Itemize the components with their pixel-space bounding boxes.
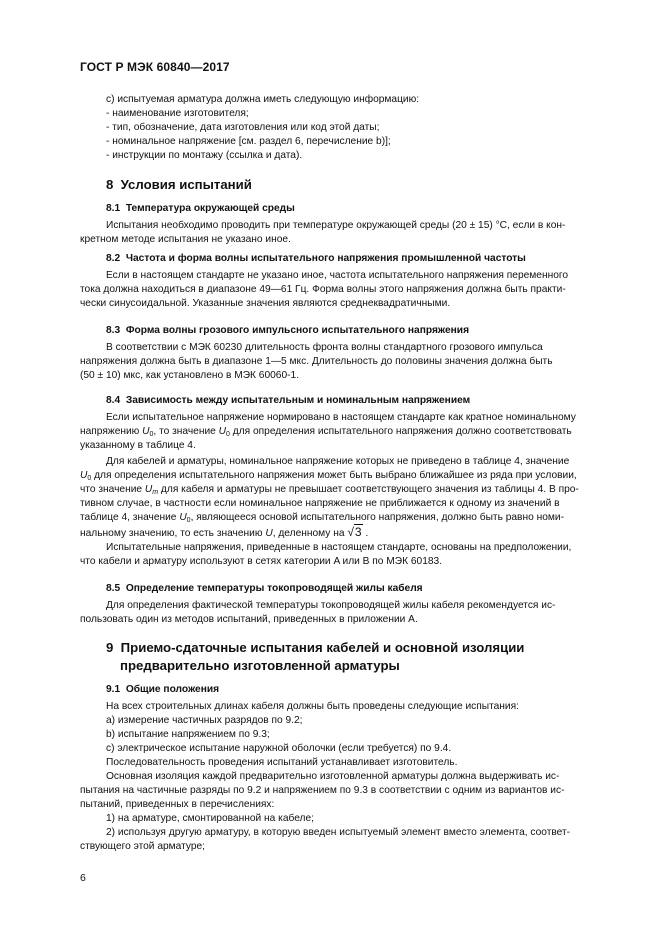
document-header: ГОСТ Р МЭК 60840—2017 (80, 60, 230, 74)
subsection-title: Общие положения (125, 684, 220, 695)
text-line: тока должна находиться в диапазоне 49—61 Гц. Форма волны этого напряжения должна быть практи- (80, 284, 566, 295)
subsection-number: 8.2 (106, 253, 121, 264)
text-line: Последовательность проведения испытаний устанавливает изготовитель. (106, 757, 458, 768)
text-line: указанному в таблице 4. (80, 440, 196, 451)
sqrt-symbol: √3 (347, 525, 362, 539)
section-9-heading-cont: предварительно изготовленной арматуры (120, 658, 400, 673)
list-item: a) измерение частичных разрядов по 9.2; (106, 715, 303, 726)
subsection-title: Форма волны грозового импульсного испытательного напряжения (125, 325, 470, 336)
text-line: ствующего этой арматуре; (80, 841, 206, 852)
subsection-number: 8.1 (106, 203, 121, 214)
text-line: Для кабелей и арматуры, номинальное напряжение которых не приведено в таблице 4, значение (106, 456, 570, 467)
text-line: Основная изоляция каждой предварительно изготовленной арматуры должна выдерживать ис- (106, 771, 560, 782)
text-line: что значение $U_m$ для кабеля и арматуры не превышает соответствующего значения из таблицы 4. В про- (80, 484, 579, 496)
text-line: тивном случае, в частности если номинальное напряжение не приближается к одному из значений в (80, 498, 560, 509)
subsection-title: Частота и форма волны испытательного напряжения промышленной частоты (125, 253, 526, 264)
text-line: напряжения должна быть в диапазоне 1—5 мкс. Длительность до половины значения должна быть (80, 356, 553, 367)
text-line: На всех строительных длинах кабеля должны быть проведены следующие испытания: (106, 701, 519, 712)
text-line: $U_0$ для определения испытательного напряжения может быть выбрано ближайшее из ряда при условии, (80, 470, 577, 482)
subsection-9-1-heading (106, 684, 219, 695)
text-line: Для определения фактической температуры токопроводящей жилы кабеля рекомендуется ис- (106, 600, 556, 611)
text-line: напряжению $U_0$, то значение $U_0$ для определения испытательного напряжения должно соответствовать (80, 426, 572, 438)
subsection-title: Зависимость между испытательным и номинальным напряжением (125, 395, 471, 406)
text-line: таблице 4, значение $U_0$, являющееся основой испытательного напряжения, должно быть равно номи- (80, 512, 564, 524)
section-number: 8 (106, 177, 114, 192)
section-number: 9 (106, 640, 114, 655)
subsection-number: 8.4 (106, 395, 121, 406)
list-item: - инструкции по монтажу (ссылка и дата). (106, 150, 303, 161)
text-line: кретном методе испытания не указано иное. (80, 234, 291, 245)
text-line: пытания на частичные разряды по 9.2 и напряжением по 9.3 в соответствии с одним из вариантов ис- (80, 785, 565, 796)
text-line: Испытания необходимо проводить при температуре окружающей среды (20 ± 15) °C, если в кон- (106, 220, 566, 231)
text-line: Если в настоящем стандарте не указано иное, частота испытательного напряжения переменного (106, 270, 569, 281)
list-intro: c) испытуемая арматура должна иметь следующую информацию: (106, 94, 420, 105)
subsection-8-4-heading (106, 395, 470, 406)
text-line: Испытательные напряжения, приведенные в настоящем стандарте, основаны на предположении, (106, 542, 572, 553)
list-item: 2) используя другую арматуру, в которую введен испытуемый элемент вместо элемента, соответ- (106, 827, 571, 838)
subsection-number: 8.3 (106, 325, 121, 336)
list-item: - наименование изготовителя; (106, 108, 249, 119)
text-line: нальному значению, то есть значению U, деленному на √3 . (80, 525, 369, 539)
list-item: - тип, обозначение, дата изготовления или код этой даты; (106, 122, 380, 133)
text-line: В соответствии с МЭК 60230 длительность фронта волны стандартного грозового импульса (106, 342, 543, 353)
subsection-title: Температура окружающей среды (125, 203, 295, 214)
list-item: - номинальное напряжение [см. раздел 6, перечисление b)]; (106, 136, 391, 147)
text-line: пытаний, приведенных в перечислениях: (80, 799, 275, 810)
subsection-number: 8.5 (106, 583, 121, 594)
subsection-title: Определение температуры токопроводящей жилы кабеля (125, 583, 423, 594)
section-title: Условия испытаний (120, 177, 252, 192)
section-9-heading (106, 640, 524, 655)
list-item: 1) на арматуре, смонтированной на кабеле; (106, 813, 314, 824)
text-line: что кабели и арматуру используют в сетях категории A или B по МЭК 60183. (80, 556, 443, 567)
list-item: c) электрическое испытание наружной оболочки (если требуется) по 9.4. (106, 743, 452, 754)
subsection-8-5-heading (106, 583, 423, 594)
text-line: пользовать один из методов испытаний, приведенных в приложении А. (80, 614, 418, 625)
subsection-8-2-heading (106, 253, 526, 264)
section-8-heading (106, 177, 252, 192)
text-line: (50 ± 10) мкс, как установлено в МЭК 60060-1. (80, 370, 300, 381)
text-line: Если испытательное напряжение нормировано в настоящем стандарте как кратное номинальному (106, 412, 576, 423)
list-item: b) испытание напряжением по 9.3; (106, 729, 270, 740)
page-number: 6 (80, 872, 86, 884)
subsection-8-3-heading (106, 325, 469, 336)
subsection-8-1-heading (106, 203, 295, 214)
section-title: Приемо-сдаточные испытания кабелей и основной изоляции (120, 640, 525, 655)
text-line: чески синусоидальной. Указанные значения являются среднеквадратичными. (80, 298, 451, 309)
subsection-number: 9.1 (106, 684, 121, 695)
